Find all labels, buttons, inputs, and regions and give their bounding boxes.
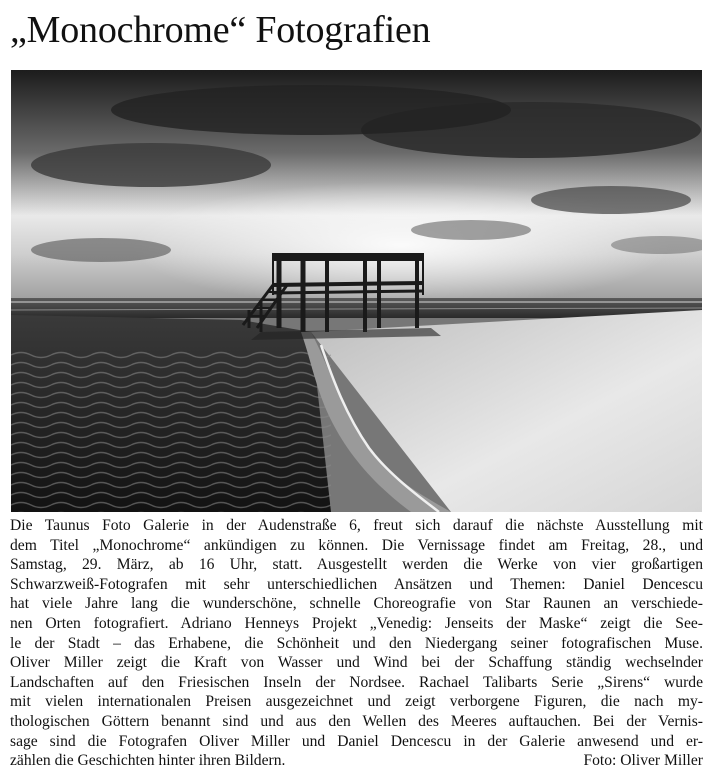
article-line: Die Taunus Foto Galerie in der Audenstraße 6, freut sich darauf die nächste Ausstellung mit <box>10 517 703 534</box>
article-line: mit vielen internationalen Preisen ausgezeichnet und zeigt verborgene Figuren, die nach my- <box>10 693 703 711</box>
article-line: dem Titel „Monochrome“ ankündigen zu können. Die Vernissage findet am Freitag, 28., und <box>10 536 703 554</box>
article-line: Schwarzweiß-Fotografen mit sehr unterschiedlichen Ansätzen und Themen: Daniel Dencescu <box>10 575 703 593</box>
article-line: Samstag, 29. März, ab 16 Uhr, statt. Ausgestellt werden die Werke von vier großartigen <box>10 556 703 574</box>
article-line: Oliver Miller zeigt die Kraft von Wasser und Wind bei der Schaffung ständig wechselnder <box>10 654 703 672</box>
article-line: hat viele Jahre lang die wunderschöne, schnelle Choreografie von Star Raunen an verschiede- <box>10 595 703 613</box>
article-line: le der Stadt – das Erhabene, die Schönheit und den Niedergang seiner fotografischen Muse. <box>10 634 703 652</box>
photo-credit: Foto: Oliver Miller <box>583 752 703 770</box>
article-line: Landschaften auf den Friesischen Inseln der Nordsee. Rachael Talibarts Serie „Sirens“ wurde <box>10 673 703 691</box>
article-line: thologischen Göttern benannt sind und aus den Wellen des Meeres auftauchen. Bei der Vernis- <box>10 712 703 730</box>
headline: „Monochrome“ Fotografien <box>10 9 431 51</box>
article-last-line: zählen die Geschichten hinter ihren Bildern. <box>10 752 286 770</box>
article-photo <box>11 70 702 512</box>
article-line: nen Orten fotografiert. Adriano Henneys Projekt „Venedig: Jenseits der Maske“ zeigt die See- <box>10 614 703 632</box>
article-line: sage sind die Fotografen Oliver Miller und Daniel Dencescu in der Galerie anwesend und er- <box>10 732 703 750</box>
article-body <box>10 516 703 771</box>
article-last-line-row <box>10 751 703 771</box>
